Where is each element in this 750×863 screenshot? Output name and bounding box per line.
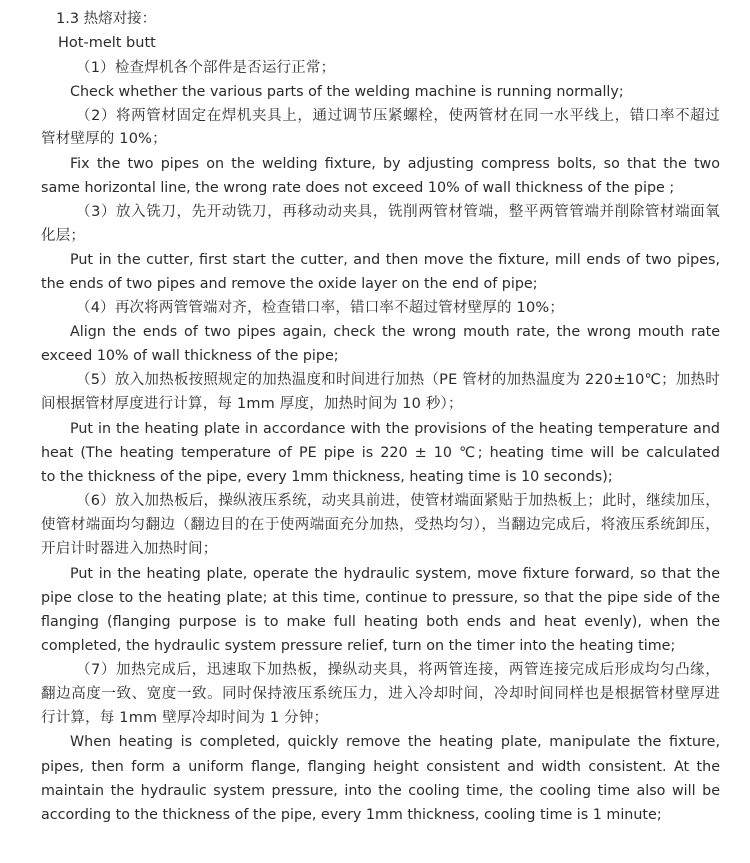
section-title-cn: 1.3 热熔对接：	[56, 11, 157, 27]
body-line: Put in the cutter, first start the cutter, and then move the fixture, mill ends of two pipes,	[70, 252, 720, 268]
body-line: （3）放入铣刀，先开动铣刀，再移动动夹具，铣削两管材管端，整平两管管端并削除管材端面氧	[76, 204, 720, 220]
body-line: 化层；	[41, 228, 86, 244]
body-line: Put in the heating plate in accordance with the provisions of the heating temperature and	[70, 421, 720, 437]
section-title-en: Hot-melt butt	[58, 35, 156, 51]
body-line: 间根据管材厚度进行计算，每 1mm 厚度，加热时间为 10 秒）；	[41, 396, 463, 412]
body-line: Align the ends of two pipes again, check the wrong mouth rate, the wrong mouth rate	[70, 324, 720, 340]
body-line: （6）放入加热板后，操纵液压系统，动夹具前进，使管材端面紧贴于加热板上；此时，继续加压，	[76, 493, 720, 509]
body-line: Put in the heating plate, operate the hydraulic system, move fixture forward, so that the	[70, 566, 720, 582]
body-line: same horizontal line, the wrong rate does not exceed 10% of wall thickness of the pipe ;	[41, 180, 675, 196]
body-line: 行计算，每 1mm 壁厚冷却时间为 1 分钟；	[41, 710, 329, 726]
body-line: flanging (flanging purpose is to make full heating both ends and heat evenly), when the	[41, 614, 720, 630]
body-line: （1）检查焊机各个部件是否运行正常；	[76, 60, 336, 76]
body-line: 开启计时器进入加热时间；	[41, 541, 218, 557]
body-line: the ends of two pipes and remove the oxide layer on the end of pipe;	[41, 276, 538, 292]
body-line: pipe close to the heating plate; at this time, continue to pressure, so that the pipe side of the	[41, 590, 720, 606]
body-line: exceed 10% of wall thickness of the pipe;	[41, 348, 339, 364]
body-line: 使管材端面均匀翻边（翻边目的在于使两端面充分加热，受热均匀），当翻边完成后，将液压系统卸压，	[41, 517, 720, 533]
body-line: 翻边高度一致、宽度一致。同时保持液压系统压力，进入冷却时间，冷却时间同样也是根据管材壁厚进	[41, 686, 720, 702]
body-line: （5）放入加热板按照规定的加热温度和时间进行加热（PE 管材的加热温度为 220±10℃；加热时	[76, 372, 720, 388]
body-line: Check whether the various parts of the welding machine is running normally;	[70, 84, 624, 100]
body-line: according to the thickness of the pipe, every 1mm thickness, cooling time is 1 minute;	[41, 807, 662, 823]
body-line: （7）加热完成后，迅速取下加热板，操纵动夹具，将两管连接，两管连接完成后形成均匀凸缘，	[76, 662, 720, 678]
body-line: （4）再次将两管管端对齐，检查错口率，错口率不超过管材壁厚的 10%；	[76, 300, 565, 316]
body-line: 管材壁厚的 10%；	[41, 131, 167, 147]
body-line: （2）将两管材固定在焊机夹具上，通过调节压紧螺栓，使两管材在同一水平线上，错口率不超过	[76, 108, 720, 124]
body-line: pipes, then form a uniform flange, flanging height consistent and width consistent. At the	[41, 759, 720, 775]
body-line: maintain the hydraulic system pressure, into the cooling time, the cooling time also will be	[41, 783, 720, 799]
body-line: When heating is completed, quickly remove the heating plate, manipulate the fixture,	[70, 734, 720, 750]
body-line: to the thickness of the pipe, every 1mm thickness, heating time is 10 seconds);	[41, 469, 613, 485]
body-line: Fix the two pipes on the welding fixture, by adjusting compress bolts, so that the two	[70, 156, 720, 172]
body-line: completed, the hydraulic system pressure relief, turn on the timer into the heating time;	[41, 638, 676, 654]
body-line: heat (The heating temperature of PE pipe is 220 ± 10 ℃; heating time will be calculated	[41, 445, 720, 461]
